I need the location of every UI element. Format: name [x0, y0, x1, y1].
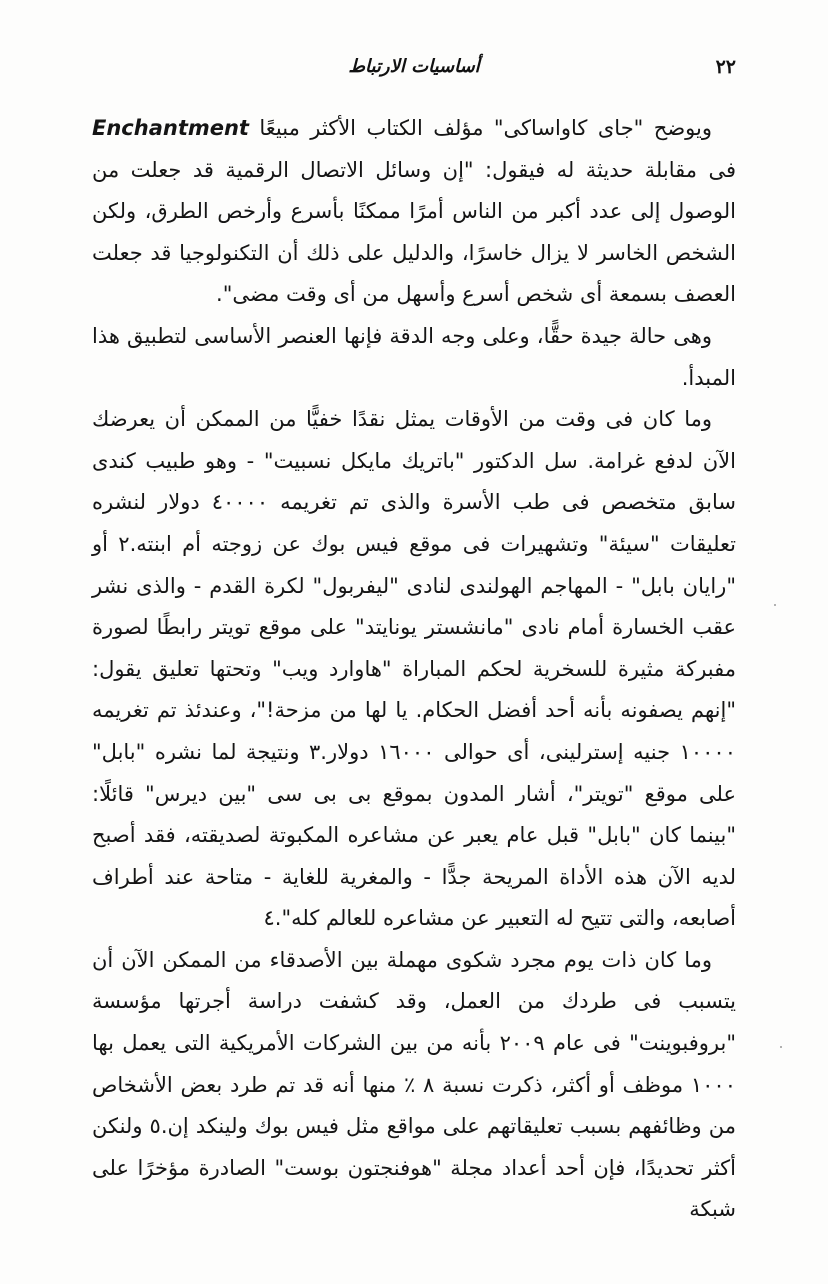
- paragraph-2: وهى حالة جيدة حقًّا، وعلى وجه الدقة فإنها العنصر الأساسى لتطبيق هذا المبدأ.: [92, 323, 736, 390]
- paragraph-3: وما كان فى وقت من الأوقات يمثل نقدًا خفيًّا من الممكن أن يعرضك الآن لدفع غرامة. سل الدكتور "باتريك مايكل نسبيت" - وهو طبيب كندى سابق متخصص فى طب الأسرة والذى تم تغريمه ٤٠٠٠٠ دولار لنشره تعليقات "سيئة" وتشهيرات فى موقع فيس بوك عن زوجته أم ابنته.٢ أو "رايان بابل" - المهاجم الهولندى لنادى "ليفربول" لكرة القدم - والذى نشر عقب الخسارة أمام نادى "مانشستر يونايتد" على موقع تويتر رابطًا لصورة مفبركة مثيرة للسخرية لحكم المباراة "هاوارد ويب" وتحتها تعليق يقول: "إنهم يصفونه بأنه أحد أفضل الحكام. يا لها من مزحة!"، وعندئذ تم تغريمه ١٠٠٠٠ جنيه إسترلينى، أى حوالى ١٦٠٠٠ دولار.٣ ونتيجة لما نشره "بابل" على موقع "تويتر"، أشار المدون بموقع بى بى سى "بين ديرس" قائلًا: "بينما كان "بابل" قبل عام يعبر عن مشاعره المكبوتة لصديقته، فقد أصبح لديه الآن هذه الأداة المريحة جدًّا - والمغرية للغاية - متاحة عند أطراف أصابعه، والتى تتيح له التعبير عن مشاعره للعالم كله".٤: [92, 407, 736, 931]
- paragraph-1-text-before: ويوضح "جاى كاواساكى" مؤلف الكتاب الأكثر مبيعًا: [248, 116, 712, 140]
- scan-speck: [774, 604, 776, 606]
- book-title-latin: Enchantment: [92, 116, 249, 140]
- body-text: [92, 108, 736, 1231]
- running-title: أساسيات الارتباط: [348, 56, 480, 77]
- paragraph-1: [92, 108, 736, 316]
- paragraph-1-text-after: فى مقابلة حديثة له فيقول: "إن وسائل الاتصال الرقمية قد جعلت من الوصول إلى عدد أكبر من الناس أمرًا ممكنًا بأسرع وأرخص الطرق، ولكن الشخص الخاسر لا يزال خاسرًا، والدليل على ذلك أن التكنولوجيا قد جعلت العصف بسمعة أى شخص أسرع وأسهل من أى وقت مضى".: [92, 157, 736, 307]
- page-number: ٢٢: [715, 56, 736, 78]
- paragraph-4: وما كان ذات يوم مجرد شكوى مهملة بين الأصدقاء من الممكن الآن أن يتسبب فى طردك من العمل، وقد كشفت دراسة أجرتها مؤسسة "بروفبوينت" فى عام ٢٠٠٩ بأنه من بين الشركات الأمريكية التى يعمل بها ١٠٠٠ موظف أو أكثر، ذكرت نسبة ٨ ٪ منها أنه قد تم طرد بعض الأشخاص من وظائفهم بسبب تعليقاتهم على مواقع مثل فيس بوك ولينكد إن.٥ ولنكن أكثر تحديدًا، فإن أحد أعداد مجلة "هوفنجتون بوست" الصادرة مؤخرًا على شبكة: [92, 947, 736, 1222]
- scan-speck: [780, 1046, 782, 1048]
- running-head: [92, 56, 736, 86]
